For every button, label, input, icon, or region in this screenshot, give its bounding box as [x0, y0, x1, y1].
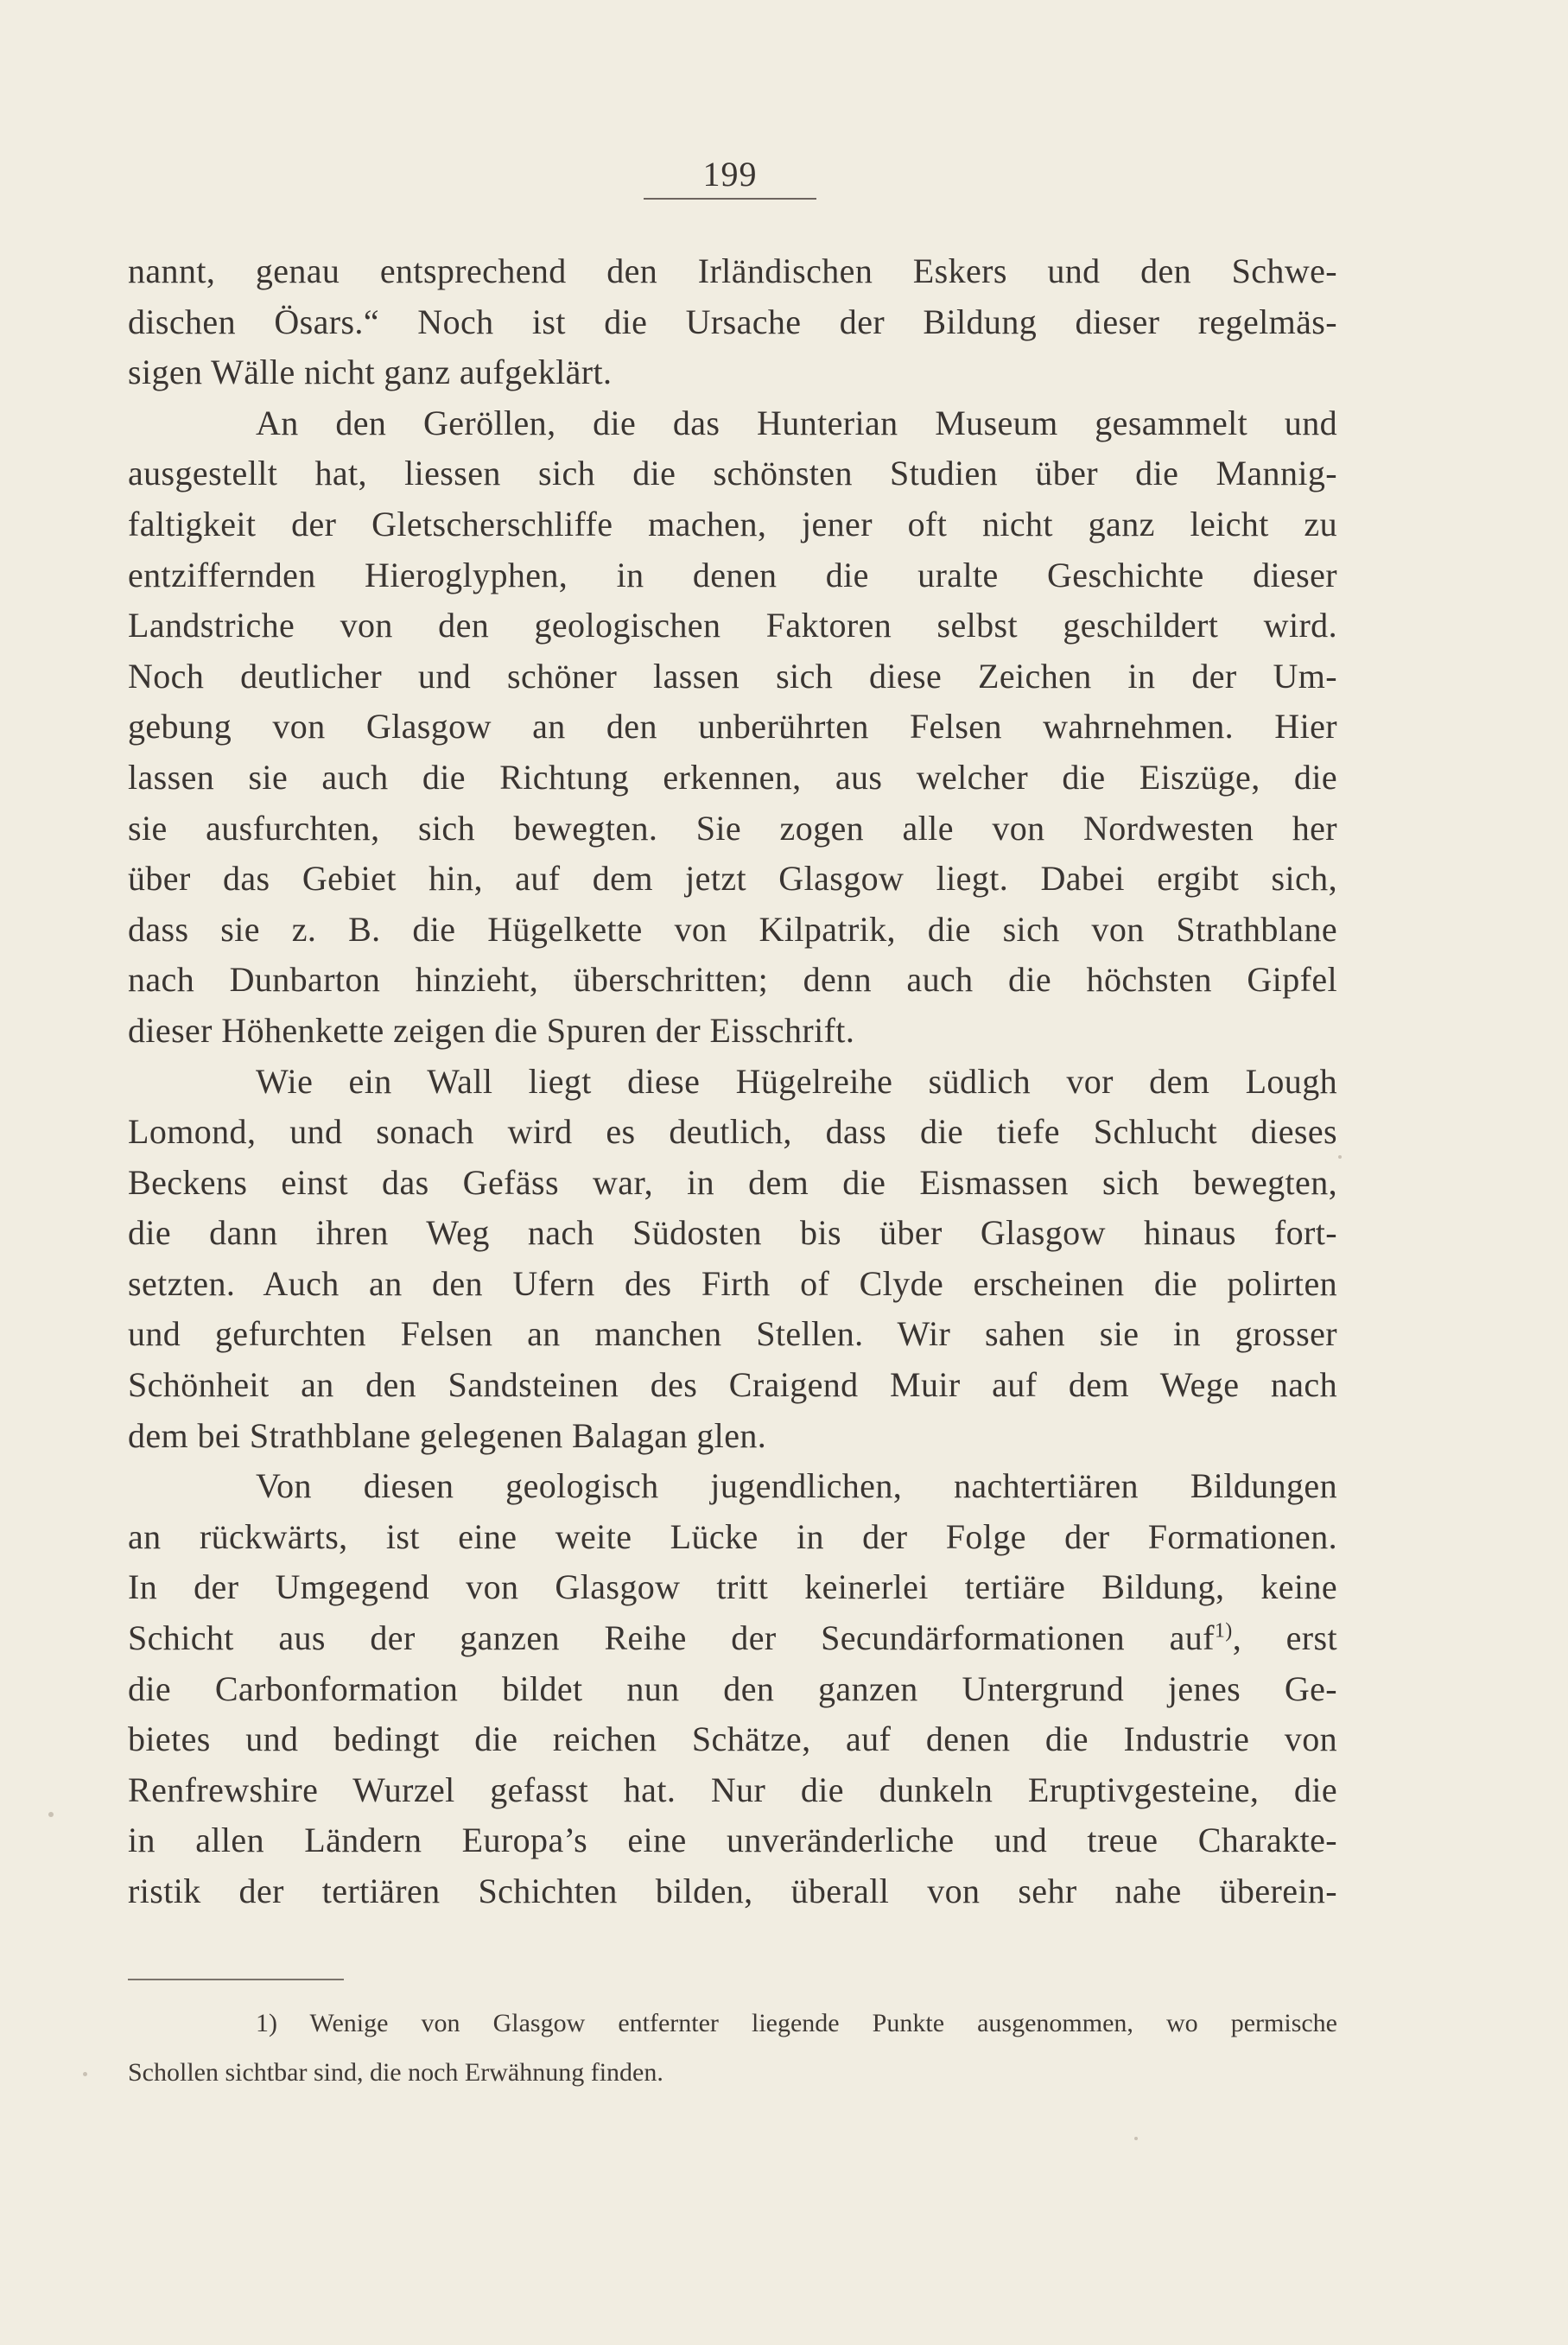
- page-number-rule: [644, 198, 816, 200]
- text-line: setzten. Auch an den Ufern des Firth of Clyde erscheinen die polirten: [128, 1263, 1337, 1303]
- paragraph-start-line: Von diesen geologisch jugendlichen, nachtertiären Bildungen: [256, 1466, 1337, 1506]
- paper-speck: [83, 2072, 87, 2076]
- text-line: dieser Höhenkette zeigen die Spuren der Eisschrift.: [128, 1010, 855, 1050]
- text-line: entziffernden Hieroglyphen, in denen die uralte Geschichte dieser: [128, 555, 1337, 594]
- text-line: an rückwärts, ist eine weite Lücke in der Folge der Formationen.: [128, 1516, 1337, 1556]
- text-line: bietes und bedingt die reichen Schätze, auf denen die Industrie von: [128, 1719, 1337, 1759]
- text-line: nach Dunbarton hinzieht, überschritten; denn auch die höchsten Gipfel: [128, 960, 1337, 1000]
- text-line: Lomond, und sonach wird es deutlich, dass die tiefe Schlucht dieses: [128, 1112, 1337, 1152]
- text-line: Renfrewshire Wurzel gefasst hat. Nur die dunkeln Eruptivgesteine, die: [128, 1770, 1337, 1809]
- text-line: in allen Ländern Europa’s eine unveränderliche und treue Charakte-: [128, 1821, 1337, 1860]
- footnote-line: [128, 1999, 1337, 2048]
- text-segment: , erst: [1232, 1618, 1337, 1658]
- text-segment: Schicht aus der ganzen Reihe der Secundärformationen auf: [128, 1618, 1215, 1658]
- paragraph-start-line: Wie ein Wall liegt diese Hügelreihe südlich vor dem Lough: [256, 1061, 1337, 1101]
- footnote-reference: 1): [1214, 1619, 1233, 1643]
- text-line: Landstriche von den geologischen Faktoren selbst geschildert wird.: [128, 606, 1337, 645]
- text-line: Beckens einst das Gefäss war, in dem die Eismassen sich bewegten,: [128, 1162, 1337, 1202]
- paper-speck: [1338, 1155, 1342, 1159]
- footnote: [128, 1999, 1337, 2097]
- text-line: über das Gebiet hin, auf dem jetzt Glasgow liegt. Dabei ergibt sich,: [128, 859, 1337, 899]
- text-line: dischen Ösars.“ Noch ist die Ursache der Bildung dieser regelmäs-: [128, 302, 1337, 341]
- text-line: ausgestellt hat, liessen sich die schönsten Studien über die Mannig-: [128, 454, 1337, 493]
- text-line: sie ausfurchten, sich bewegten. Sie zogen alle von Nordwesten her: [128, 808, 1337, 848]
- footnote-line: Schollen sichtbar sind, die noch Erwähnung finden.: [128, 2058, 663, 2087]
- page-number: 199: [702, 155, 758, 194]
- text-line: Schönheit an den Sandsteinen des Craigend Muir auf dem Wege nach: [128, 1365, 1337, 1405]
- text-line: gebung von Glasgow an den unberührten Felsen wahrnehmen. Hier: [128, 707, 1337, 747]
- text-line: dem bei Strathblane gelegenen Balagan glen.: [128, 1415, 767, 1455]
- text-line: die Carbonformation bildet nun den ganzen Untergrund jenes Ge-: [128, 1668, 1337, 1708]
- text-line: nannt, genau entsprechend den Irländischen Eskers und den Schwe-: [128, 251, 1337, 290]
- text-line: faltigkeit der Gletscherschliffe machen, jener oft nicht ganz leicht zu: [128, 504, 1337, 543]
- body-text: [128, 246, 1337, 1917]
- paragraph-start-line: An den Geröllen, die das Hunterian Museum gesammelt und: [256, 403, 1337, 442]
- text-line: lassen sie auch die Richtung erkennen, aus welcher die Eiszüge, die: [128, 757, 1337, 797]
- text-line: und gefurchten Felsen an manchen Stellen. Wir sahen sie in grosser: [128, 1314, 1337, 1354]
- footnote-marker: 1): [256, 2009, 277, 2037]
- footnote-text: Wenige von Glasgow entfernter liegende Punkte ausgenommen, wo permische: [309, 2009, 1337, 2037]
- paper-speck: [1134, 2137, 1138, 2140]
- text-line: ristik der tertiären Schichten bilden, überall von sehr nahe überein-: [128, 1872, 1337, 1910]
- text-line: die dann ihren Weg nach Südosten bis über Glasgow hinaus fort-: [128, 1213, 1337, 1253]
- text-line: dass sie z. B. die Hügelkette von Kilpatrik, die sich von Strathblane: [128, 909, 1337, 949]
- text-line-with-footnote-ref: [128, 1613, 1337, 1664]
- text-line: Noch deutlicher und schöner lassen sich diese Zeichen in der Um-: [128, 656, 1337, 696]
- text-line: sigen Wälle nicht ganz aufgeklärt.: [128, 353, 613, 392]
- footnote-rule: [128, 1979, 344, 1980]
- text-line: In der Umgegend von Glasgow tritt keinerlei tertiäre Bildung, keine: [128, 1567, 1337, 1607]
- paper-speck: [48, 1812, 54, 1817]
